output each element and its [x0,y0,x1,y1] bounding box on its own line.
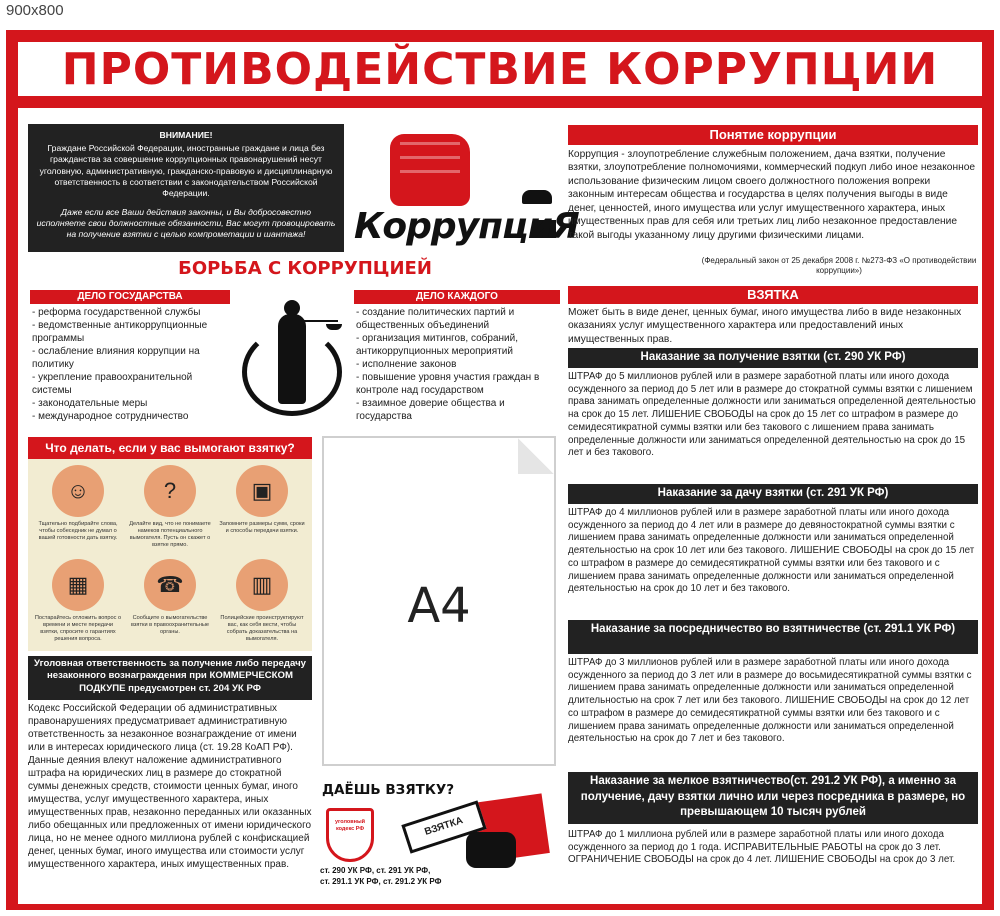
delo-gos-heading: ДЕЛО ГОСУДАРСТВА [30,290,230,304]
daesh-heading: ДАЁШЬ ВЗЯТКУ? [322,782,455,798]
delo-kazh-heading: ДЕЛО КАЖДОГО [354,290,560,304]
tip-tile [126,559,214,636]
themis-icon [238,298,348,418]
poster-title-bar [18,42,982,96]
hat-icon [522,190,552,204]
list-item: - ослабление влияния коррупции на политику [32,346,200,370]
what-to-do-heading: Что делать, если у вас вымогают взятку? [28,437,312,459]
attention-box [28,124,344,252]
vzyatka-text: Может быть в виде денег, ценных бумаг, иного имущества либо в виде незаконных оказаниях услуг имущественного характера или предоставлений иных имущественных прав. [568,307,962,345]
tip-caption: Полицейские проинструктируют вас, как себя вести, чтобы собрать доказательства на вымогателя. [220,615,304,642]
tip-tile [126,465,214,549]
bills-label: ВЗЯТКА [401,800,486,853]
articles-line-2: ст. 291.1 УК РФ, ст. 291.2 УК РФ [320,876,442,886]
tip-caption: Постарайтесь отложить вопрос о времени и месте передачи взятки, спросите о гарантиях решения вопроса. [34,615,122,642]
logo-word: КоррупциЯ [354,206,579,247]
articles-line-1: ст. 290 УК РФ, ст. 291 УК РФ, [320,866,431,875]
a4-document-pocket[interactable] [322,436,556,766]
delo-kazh-list [356,306,562,423]
articles-list [320,866,520,888]
penalty-intermediary-text: ШТРАФ до 3 миллионов рублей или в размере заработной платы или иного дохода осужденного за период до 3 лет или в размере до восьмидесятикратной суммы взятки с лишением права занимать определенные должности или заниматься определенной длительностью на срок 7 лет или без такового. ЛИШЕНИЕ СВОБОДЫ на срок до 12 лет со штрафом в размере до семидесятикратной суммы взятки или без такового и с лишением права занимать определенные должности или заниматься определенной деятельностью на срок до 7 лет и без такового. [568,657,972,745]
penalty-receive-text: ШТРАФ до 5 миллионов рублей или в размере заработной платы или иного дохода осужденного за период до 5 лет или в размере до стократной суммы взятки с лишением права занимать определенные должности или заниматься определенной деятельностью на срок до 15 лет. ЛИШЕНИЕ СВОБОДЫ на срок до 15 лет со штрафом в размере до семидесятикратной суммы взятки или без такового с лишением права занимать определенные должности или заниматься определенной деятельностью на срок до 15 лет и без такового. [568,371,976,459]
tip-caption: Сообщите о вымогательстве взятки в правоохранительные органы. [130,615,210,635]
borba-heading: БОРЬБА С КОРРУПЦИЕЙ [178,258,432,279]
list-item: - ведомственные антикоррупционные программы [32,320,208,344]
tip-caption: Тщательно подбирайте слова, чтобы собеседник не думал о вашей готовности дать взятку. [38,521,118,541]
law-reference: (Федеральный закон от 25 декабря 2008 г. №273-ФЗ «О противодействии коррупции») [701,256,977,275]
wallet-icon: ▣ [236,465,288,517]
criminal-liability-text: Кодекс Российской Федерации об административных правонарушениях предусматривает административную ответственность за незаконное вознаграждение от имени или в интересах юридического лица (ст. 19.28 КоАП РФ). Данные деяния влекут наложение административного штрафа на юридических лиц в размере до стократной суммы денежных средств, стоимости ценных бумаг, иного имущества, услуг имущественного характера, иных имущественных прав, незаконно переданных или оказанных либо обещанных или предложенных от имени юридического лица, но не менее одного миллиона рублей с конфискацией денег, ценных бумаг, иного имущества или стоимости услуг имущественного характера, иных имущественных прав. [28,703,312,870]
attention-text-1: Граждане Российской Федерации, иностранные граждане и лица без гражданства за совершение коррупционных правонарушений несут уголовную, административную, гражданско-правовую и дисциплинарную ответственность в соответствии с законодательством Российской Федерации. [39,143,333,198]
concept-text: Коррупция - злоупотребление служебным положением, дача взятки, получение взятки, злоупотребление полномочиями, коммерческий подкуп либо иное незаконное использование физическим лицом своего должностного положения вопреки законным интересам общества и государства в целях получения выгоды в виде денег, ценностей, иного имущества или услуг имущественного характера, иных имущественных прав для себя или третьих лиц либо незаконное предоставление такой выгоды указанному лицу другими физическими лицами. [568,149,976,241]
list-item: - исполнение законов [356,359,457,370]
penalty-petty-text: ШТРАФ до 1 миллиона рублей или в размере заработной платы или иного дохода осужденного за период до 1 года. ИСПРАВИТЕЛЬНЫЕ РАБОТЫ на срок до 3 лет. ОГРАНИЧЕНИЕ СВОБОДЫ на срок до 4 лет. ЛИШЕНИЕ СВОБОДЫ на срок до 3 лет. [568,829,956,866]
calendar-icon: ▦ [52,559,104,611]
list-item: - создание политических партий и общественных объединений [356,307,515,331]
penalty-petty-heading: Наказание за мелкое взятничество(ст. 291.2 УК РФ), а именно за получение, дачу взятки лично или через посредника в размере, но превышающем 10 тысяч рублей [568,772,978,824]
phone-icon: ☎ [144,559,196,611]
list-item: - международное сотрудничество [32,411,189,422]
vzyatka-heading: ВЗЯТКА [568,286,978,304]
page-corner [518,438,554,474]
penalty-intermediary-heading: Наказание за посредничество во взятничестве (ст. 291.1 УК РФ) [568,620,978,654]
tip-tile [34,465,122,542]
list-item: - взаимное доверие общества и государства [356,398,505,422]
list-item: - законодательные меры [32,398,148,409]
corruption-logo [350,130,579,250]
concept-heading: Понятие коррупции [568,125,978,145]
tip-caption: Запомните размеры сумм, сроки и способы передачи взятки. [219,521,305,534]
list-item: - организация митингов, собраний, антикоррупционных мероприятий [356,333,518,357]
a4-label: А4 [407,578,471,634]
tip-tile [218,465,306,535]
criminal-code-shield-icon: уголовный кодекс РФ [326,808,374,862]
police-icon: ▥ [236,559,288,611]
size-label: 900x800 [6,2,64,19]
attention-heading: ВНИМАНИЕ! [159,130,213,140]
attention-text-2: Даже если все Ваши действия законны, и Вы добросовестно исполняете свои должностные обязанности, Вас могут провоцировать на получение взятки с целью компрометации и шантажа! [36,207,336,240]
tip-tile [218,559,306,643]
person-icon: ☺ [52,465,104,517]
penalty-receive-heading: Наказание за получение взятки (ст. 290 УК РФ) [568,348,978,368]
penalty-give-text: ШТРАФ до 4 миллионов рублей или в размере заработной платы или иного дохода осужденного за период до 4 лет или в размере до девяностократной суммы взятки с лишением права занимать определенные должности или заниматься определенной деятельностью на срок 10 лет или без такового. ЛИШЕНИЕ СВОБОДЫ на срок до 15 лет со штрафом в размере до семидесятикратной суммы взятки или без такового и с лишением права занимать определенные должности или заниматься определенной деятельностью на срок до 10 лет и без такового. [568,507,975,595]
list-item: - повышение уровня участия граждан в контроле над государством [356,372,540,396]
list-item: - реформа государственной службы [32,307,201,318]
delo-gos-list [32,306,230,423]
tip-tile [34,559,122,643]
fist-icon [390,134,470,206]
criminal-liability-heading: Уголовная ответственность за получение либо передачу незаконного вознаграждения при КОММЕРЧЕСКОМ ПОДКУПЕ предусмотрен ст. 204 УК РФ [28,656,312,700]
poster-title: ПРОТИВОДЕЙСТВИЕ КОРРУПЦИИ [61,43,939,95]
what-to-do-panel [28,437,312,651]
tip-caption: Делайте вид, что не понимаете намеков потенциального вымогателя. Пусть он скажет о взятке прямо. [129,521,211,548]
list-item: - укрепление правоохранительной системы [32,372,193,396]
question-icon: ? [144,465,196,517]
penalty-give-heading: Наказание за дачу взятки (ст. 291 УК РФ) [568,484,978,504]
